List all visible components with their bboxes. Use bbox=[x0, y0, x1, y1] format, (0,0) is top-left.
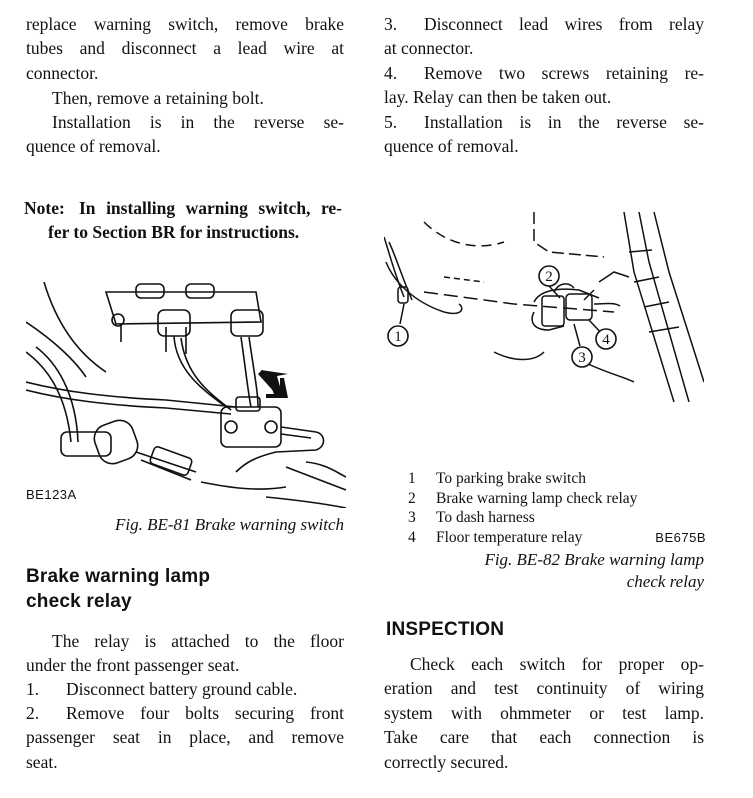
text-line: quence of removal. bbox=[26, 136, 161, 157]
step-2 bbox=[26, 701, 344, 774]
note-label: Note: bbox=[24, 198, 65, 218]
legend-item: 3 To dash harness bbox=[408, 509, 535, 526]
note-line: fer to Section BR for instructions. bbox=[48, 222, 300, 242]
step-text: Disconnect battery ground cable. bbox=[66, 679, 298, 699]
text-line: quence of removal. bbox=[384, 136, 519, 157]
step-text: Remove two screws retaining re- bbox=[424, 63, 704, 83]
text-line: connector. bbox=[26, 62, 99, 83]
text-line: Check each switch for proper op- bbox=[410, 654, 704, 674]
callout-label: 2 bbox=[545, 269, 553, 285]
step-text: Installation is in the reverse se- bbox=[424, 112, 704, 132]
text-line: Then, remove a retaining bolt. bbox=[52, 88, 264, 108]
caption-line: check relay bbox=[626, 572, 704, 591]
then-paragraph bbox=[52, 86, 264, 110]
text-line: under the front passenger seat. bbox=[26, 655, 240, 676]
text-line: seat. bbox=[26, 751, 58, 772]
step-number: 5. bbox=[384, 112, 398, 132]
step-3 bbox=[384, 12, 704, 61]
text-line: at connector. bbox=[384, 38, 474, 59]
step-text: Remove four bolts securing front bbox=[66, 703, 344, 723]
legend-item: 1 To parking brake switch bbox=[408, 470, 586, 487]
step-text: Disconnect lead wires from relay bbox=[424, 14, 704, 34]
step-1 bbox=[26, 677, 344, 701]
legend-item: 2 Brake warning lamp check relay bbox=[408, 489, 638, 507]
callout-label: 3 bbox=[578, 350, 586, 366]
text-line: system with ohmmeter or test lamp. bbox=[384, 702, 704, 723]
callout-label: 4 bbox=[602, 332, 610, 348]
text-line: lay. Relay can then be taken out. bbox=[384, 87, 612, 108]
step-number: 3. bbox=[384, 14, 398, 34]
heading-line: Brake warning lamp bbox=[26, 566, 211, 587]
figure-caption: Fig. BE-81 Brake warning switch bbox=[114, 515, 344, 534]
intro-paragraph bbox=[26, 12, 344, 85]
relay-illustration bbox=[384, 212, 704, 402]
caption-line: Fig. BE-82 Brake warning lamp bbox=[484, 550, 704, 569]
text-line: correctly secured. bbox=[384, 751, 509, 772]
step-number: 2. bbox=[26, 703, 40, 723]
heading-line: check relay bbox=[26, 591, 132, 612]
step-number: 4. bbox=[384, 63, 398, 83]
section-heading: INSPECTION bbox=[386, 619, 505, 640]
inspection-paragraph bbox=[384, 652, 704, 774]
figure-code: BE123A bbox=[26, 487, 77, 502]
text-line: passenger seat in place, and remove bbox=[26, 727, 344, 748]
callout-label: 1 bbox=[394, 329, 402, 345]
figure-caption bbox=[484, 549, 704, 593]
text-line: eration and test continuity of wiring bbox=[384, 678, 704, 699]
note-line: In installing warning switch, re- bbox=[79, 198, 342, 218]
figure-check-relay bbox=[384, 212, 704, 402]
text-line: The relay is attached to the floor bbox=[52, 631, 344, 651]
step-5 bbox=[384, 110, 704, 159]
relay-paragraph bbox=[26, 629, 344, 678]
installation-paragraph bbox=[26, 110, 344, 159]
step-4 bbox=[384, 61, 704, 110]
section-heading bbox=[26, 564, 210, 614]
figure-code: BE675B bbox=[655, 530, 706, 545]
text-line: replace warning switch, remove brake bbox=[26, 14, 344, 34]
text-line: Take care that each connection is bbox=[384, 727, 704, 748]
text-line: tubes and disconnect a lead wire at bbox=[26, 38, 344, 59]
step-number: 1. bbox=[26, 679, 40, 699]
brake-switch-illustration bbox=[26, 282, 346, 508]
legend-item: 4 Floor temperature relay bbox=[408, 528, 583, 546]
text-line: Installation is in the reverse se- bbox=[52, 112, 344, 132]
figure-brake-warning-switch bbox=[26, 282, 346, 508]
